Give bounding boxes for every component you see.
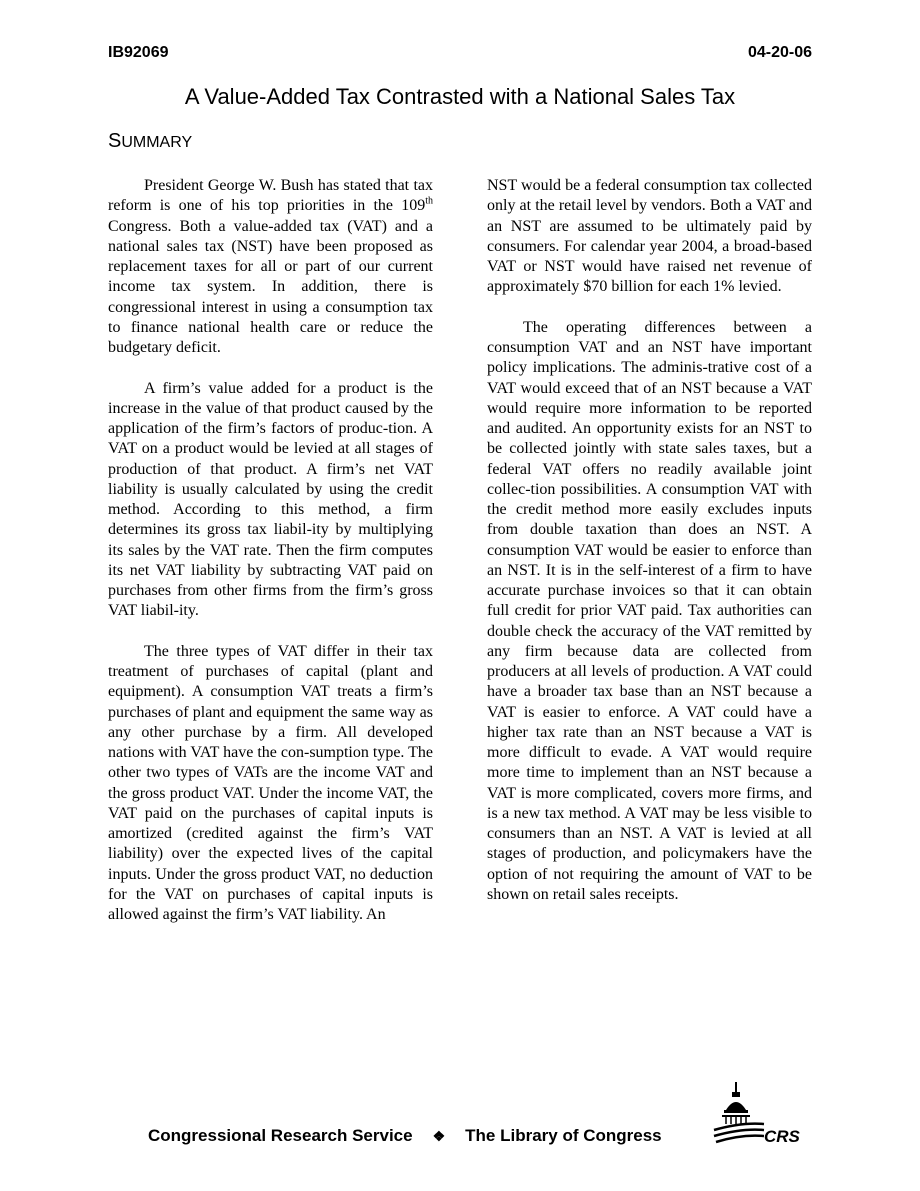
footer-library-name: The Library of Congress	[465, 1126, 662, 1145]
left-column	[108, 176, 433, 946]
paragraph-3: The three types of VAT differ in their tax treatment of purchases of capital (plant and equipment). A consumption VAT treats a firm’s purchases of plant and equipment the same way as any other purchase by a firm. All developed nations with VAT have the con-sumption type. The other two types of VATs are the income VAT and the gross product VAT. Under the income VAT, the VAT paid on the purchases of capital inputs is amortized (credited against the firm’s VAT liability) over the expected lives of the capital inputs. Under the gross product VAT, no deduction for the VAT on purchases of capital inputs is allowed against the firm’s VAT liability. An	[108, 642, 434, 923]
paragraph-4: The operating differences between a consumption VAT and an NST have important policy implications. The adminis-trative cost of a VAT would exceed that of an NST because a VAT would require more information to be reported and audited. An opportunity exists for an NST to be collected jointly with state sales taxes, but a federal VAT offers no readily available joint collec-tion possibilities. A consumption VAT with the credit method more easily excludes inputs from double taxation than does an NST. A consumption VAT would be easier to enforce than an NST. It is in the self-interest of a firm to have accurate purchase invoices so that it can obtain full credit for prior VAT paid. Tax authorities can double check the accuracy of the VAT remitted by any firm because data are collected from producers at all levels of production. A VAT could have a broader tax base than an NST because a VAT is easier to enforce. A VAT could have a higher tax rate than an NST because a VAT is more difficult to evade. A VAT would require more time to implement than an NST because a VAT is more complicated, covers more firms, and is a new tax method. A VAT may be less visible to consumers than an NST. A VAT is levied at all stages of production, and policymakers have the option of not requiring the amount of VAT to be shown on retail sales receipts.	[487, 318, 812, 903]
right-column	[487, 176, 812, 925]
crs-capitol-logo-icon	[712, 1080, 812, 1150]
crs-logo-text: CRS	[764, 1127, 800, 1146]
superscript-th: th	[425, 195, 433, 207]
diamond-separator-icon: ❖	[432, 1128, 446, 1144]
document-id: IB92069	[108, 44, 169, 61]
document-date: 04-20-06	[747, 44, 812, 61]
paragraph-1-text-b: Congress. Both a value-added tax (VAT) and a national sales tax (NST) have been proposed as replacement taxes for all or part of our current income tax system. In addition, there is congressional interest in using a consumption tax to finance national health care or reduce the budgetary deficit.	[108, 217, 433, 356]
section-heading-rest: UMMARY	[121, 134, 193, 151]
paragraph-1-text-a: President George W. Bush has stated that tax reform is one of his top priorities in the 109	[108, 177, 433, 215]
footer	[148, 1126, 662, 1146]
page-title: A Value-Added Tax Contrasted with a National Sales Tax	[184, 84, 736, 109]
footer-crs-name: Congressional Research Service	[148, 1126, 413, 1145]
paragraph-3-continued: NST would be a federal consumption tax collected only at the retail level by vendors. Both a VAT and an NST are assumed to be ultimately paid by consumers. For calendar year 2004, a broad-based VAT or NST would have raised net revenue of approximately $70 billion for each 1% levied.	[487, 177, 812, 296]
section-heading	[108, 130, 192, 153]
section-heading-cap: S	[108, 130, 122, 152]
paragraph-1	[108, 176, 433, 358]
paragraph-2: A firm’s value added for a product is the increase in the value of that product caused by the application of the firm’s factors of produc-tion. A VAT on a product would be levied at all stages of production of that product. A firm’s net VAT liability is usually calculated by using the credit method. According to this method, a firm determines its gross tax liabil-ity by multiplying its sales by the VAT rate. Then the firm computes its net VAT liability by subtracting VAT paid on purchases from other firms from the firm’s gross VAT liabil-ity.	[108, 379, 433, 620]
